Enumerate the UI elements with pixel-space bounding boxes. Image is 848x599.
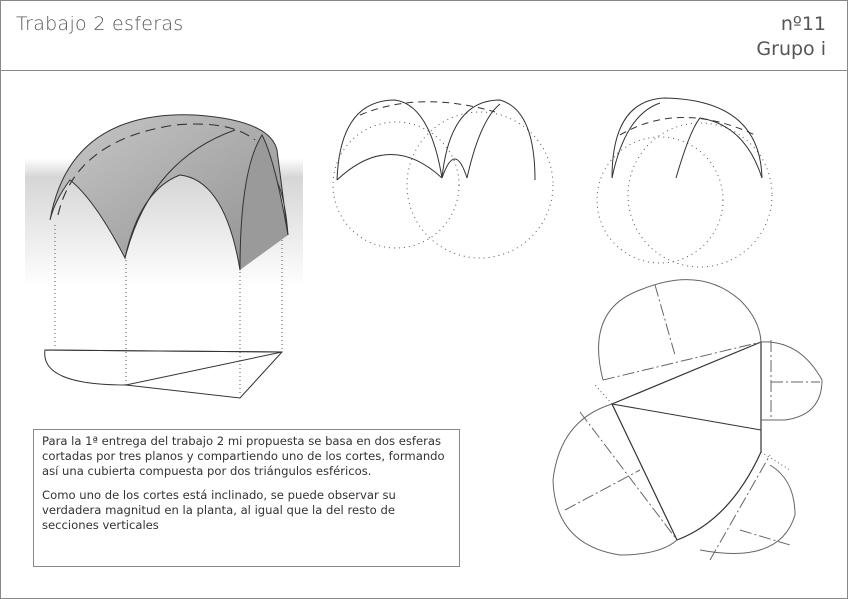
- description-paragraph-1: Para la 1ª entrega del trabajo 2 mi propuesta se basa en dos esferas cortadas por tres planos y compartiendo uno de los cortes, formando así una cubierta compuesta por dos triángulos esféricos.: [42, 434, 445, 478]
- description-paragraph-2: Como uno de los cortes está inclinado, se puede observar su verdadera magnitud en la planta, al igual que la del resto de secciones verticales: [42, 488, 396, 532]
- description-box: [33, 429, 460, 567]
- elevation-side: [597, 98, 772, 267]
- elevation-front: [333, 100, 553, 258]
- sheet-number: nº11: [780, 13, 826, 35]
- unfolded-net: [553, 280, 822, 560]
- page-title: Trabajo 2 esferas: [16, 13, 184, 35]
- group-label: Grupo i: [756, 38, 826, 60]
- plan-view: [45, 350, 282, 398]
- render-3d-view: [25, 115, 303, 288]
